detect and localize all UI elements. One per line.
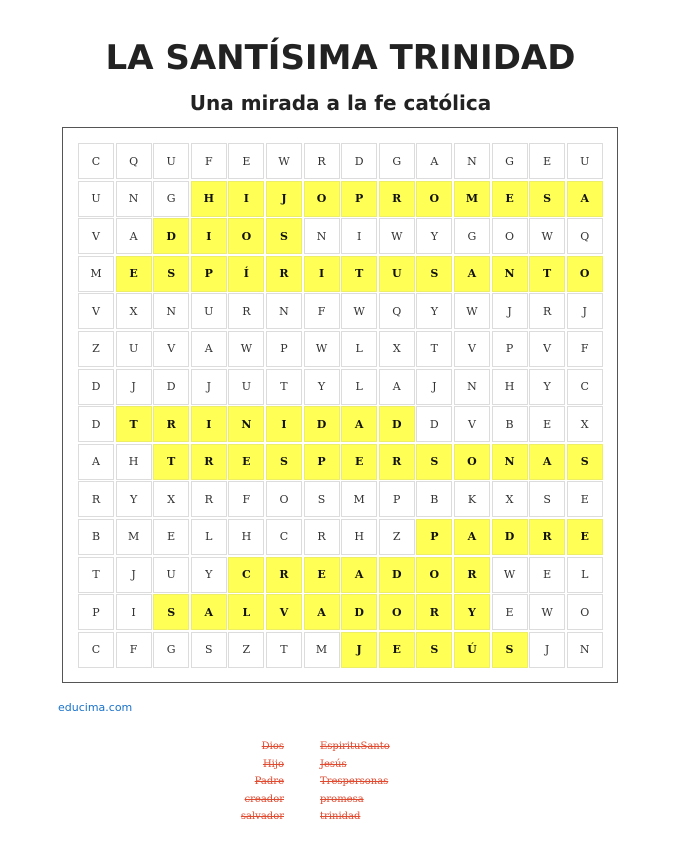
grid-cell[interactable]: V: [78, 218, 114, 254]
grid-cell[interactable]: Z: [78, 331, 114, 367]
grid-cell[interactable]: O: [379, 594, 415, 630]
grid-cell[interactable]: D: [379, 557, 415, 593]
grid-cell[interactable]: W: [529, 218, 565, 254]
grid-cell[interactable]: D: [304, 406, 340, 442]
grid-cell[interactable]: O: [567, 256, 603, 292]
grid-cell[interactable]: X: [153, 481, 189, 517]
grid-cell[interactable]: M: [78, 256, 114, 292]
page-subtitle: Una mirada a la fe católica: [189, 91, 492, 115]
grid-cell[interactable]: J: [567, 293, 603, 329]
grid-cell[interactable]: P: [304, 444, 340, 480]
grid-cell[interactable]: F: [304, 293, 340, 329]
grid-cell[interactable]: H: [492, 369, 528, 405]
grid-cell[interactable]: W: [454, 293, 490, 329]
found-word: Dios: [261, 741, 284, 752]
grid-cell[interactable]: U: [116, 331, 152, 367]
grid-cell[interactable]: G: [379, 143, 415, 179]
grid-cell[interactable]: V: [153, 331, 189, 367]
grid-cell[interactable]: S: [567, 444, 603, 480]
grid-cell[interactable]: W: [228, 331, 264, 367]
grid-cell[interactable]: R: [529, 519, 565, 555]
grid-cell[interactable]: R: [304, 519, 340, 555]
grid-cell[interactable]: I: [116, 594, 152, 630]
grid-cell[interactable]: W: [304, 331, 340, 367]
grid-cell[interactable]: T: [529, 256, 565, 292]
grid-cell[interactable]: W: [341, 293, 377, 329]
grid-cell[interactable]: W: [492, 557, 528, 593]
grid-cell[interactable]: F: [228, 481, 264, 517]
grid-cell[interactable]: G: [454, 218, 490, 254]
grid-cell[interactable]: U: [228, 369, 264, 405]
grid-cell[interactable]: F: [116, 632, 152, 668]
found-word: Jesús: [320, 758, 347, 770]
grid-cell[interactable]: E: [492, 181, 528, 217]
grid-cell[interactable]: J: [191, 369, 227, 405]
grid-cell[interactable]: R: [454, 557, 490, 593]
found-word: promesa: [320, 793, 364, 805]
grid-cell[interactable]: N: [567, 632, 603, 668]
found-word: EspirituSanto: [320, 741, 390, 752]
grid-cell[interactable]: F: [191, 143, 227, 179]
grid-cell[interactable]: Í: [228, 256, 264, 292]
grid-cell[interactable]: A: [529, 444, 565, 480]
grid-cell[interactable]: A: [191, 594, 227, 630]
grid-cell[interactable]: B: [492, 406, 528, 442]
grid-cell[interactable]: D: [379, 406, 415, 442]
grid-cell[interactable]: A: [341, 557, 377, 593]
grid-cell[interactable]: X: [116, 293, 152, 329]
grid-cell[interactable]: A: [379, 369, 415, 405]
grid-cell[interactable]: E: [567, 519, 603, 555]
grid-cell[interactable]: N: [304, 218, 340, 254]
grid-cell[interactable]: D: [416, 406, 452, 442]
grid-cell[interactable]: J: [341, 632, 377, 668]
grid-cell[interactable]: R: [266, 557, 302, 593]
grid-cell[interactable]: T: [341, 256, 377, 292]
grid-cell[interactable]: N: [266, 293, 302, 329]
grid-cell[interactable]: Q: [567, 218, 603, 254]
grid-cell[interactable]: P: [266, 331, 302, 367]
grid-cell[interactable]: E: [116, 256, 152, 292]
found-word: trinidad: [320, 811, 361, 822]
grid-cell[interactable]: N: [492, 256, 528, 292]
grid-cell[interactable]: N: [228, 406, 264, 442]
grid-cell[interactable]: M: [304, 632, 340, 668]
grid-cell[interactable]: A: [78, 444, 114, 480]
grid-cell[interactable]: B: [78, 519, 114, 555]
grid-cell[interactable]: T: [266, 632, 302, 668]
grid-cell[interactable]: S: [266, 444, 302, 480]
grid-cell[interactable]: S: [191, 632, 227, 668]
grid-cell[interactable]: I: [191, 406, 227, 442]
grid-cell[interactable]: Z: [228, 632, 264, 668]
grid-cell[interactable]: L: [191, 519, 227, 555]
grid-cell[interactable]: V: [266, 594, 302, 630]
grid-cell[interactable]: B: [416, 481, 452, 517]
grid-cell[interactable]: R: [153, 406, 189, 442]
grid-cell[interactable]: S: [416, 632, 452, 668]
grid-cell[interactable]: H: [191, 181, 227, 217]
grid-cell[interactable]: H: [341, 519, 377, 555]
grid-cell[interactable]: W: [529, 594, 565, 630]
grid-cell[interactable]: W: [379, 218, 415, 254]
grid-cell[interactable]: U: [78, 181, 114, 217]
grid-cell[interactable]: O: [492, 218, 528, 254]
grid-cell[interactable]: N: [116, 181, 152, 217]
grid-cell[interactable]: W: [266, 143, 302, 179]
grid-cell[interactable]: S: [529, 181, 565, 217]
grid-cell[interactable]: A: [304, 594, 340, 630]
grid-cell[interactable]: A: [116, 218, 152, 254]
grid-cell[interactable]: N: [492, 444, 528, 480]
grid-cell[interactable]: E: [341, 444, 377, 480]
grid-cell[interactable]: N: [454, 369, 490, 405]
grid-cell[interactable]: T: [116, 406, 152, 442]
grid-cell[interactable]: C: [228, 557, 264, 593]
grid-cell[interactable]: E: [304, 557, 340, 593]
grid-cell[interactable]: S: [492, 632, 528, 668]
grid-cell[interactable]: I: [266, 406, 302, 442]
grid-cell[interactable]: X: [492, 481, 528, 517]
grid-cell[interactable]: J: [416, 369, 452, 405]
grid-cell[interactable]: O: [454, 444, 490, 480]
grid-cell[interactable]: Y: [116, 481, 152, 517]
grid-cell[interactable]: M: [116, 519, 152, 555]
grid-cell[interactable]: V: [454, 331, 490, 367]
grid-cell[interactable]: P: [492, 331, 528, 367]
grid-cell[interactable]: O: [228, 218, 264, 254]
grid-cell[interactable]: J: [266, 181, 302, 217]
grid-cell[interactable]: S: [416, 444, 452, 480]
grid-cell[interactable]: L: [228, 594, 264, 630]
site-link[interactable]: educima.com: [58, 701, 133, 714]
grid-cell[interactable]: Y: [304, 369, 340, 405]
grid-cell[interactable]: O: [416, 181, 452, 217]
grid-cell[interactable]: L: [341, 331, 377, 367]
found-word: creador: [244, 793, 284, 805]
grid-cell[interactable]: P: [416, 519, 452, 555]
grid-cell[interactable]: Ú: [454, 632, 490, 668]
grid-cell[interactable]: P: [191, 256, 227, 292]
grid-cell[interactable]: P: [78, 594, 114, 630]
grid-cell[interactable]: H: [116, 444, 152, 480]
grid-cell[interactable]: C: [266, 519, 302, 555]
grid-cell[interactable]: Y: [416, 293, 452, 329]
grid-cell[interactable]: C: [567, 369, 603, 405]
grid-cell[interactable]: O: [567, 594, 603, 630]
grid-cell[interactable]: V: [529, 331, 565, 367]
grid-cell[interactable]: E: [529, 406, 565, 442]
grid-cell[interactable]: V: [78, 293, 114, 329]
grid-cell[interactable]: D: [153, 218, 189, 254]
grid-cell[interactable]: P: [379, 481, 415, 517]
grid-cell[interactable]: D: [492, 519, 528, 555]
grid-cell[interactable]: D: [341, 143, 377, 179]
grid-cell[interactable]: T: [78, 557, 114, 593]
grid-cell[interactable]: I: [228, 181, 264, 217]
grid-cell[interactable]: R: [228, 293, 264, 329]
grid-cell[interactable]: I: [304, 256, 340, 292]
grid-cell[interactable]: O: [304, 181, 340, 217]
found-word: salvador: [240, 811, 284, 822]
found-word: Padre: [254, 776, 284, 787]
grid-cell[interactable]: D: [153, 369, 189, 405]
grid-cell[interactable]: G: [492, 143, 528, 179]
grid-cell[interactable]: Q: [116, 143, 152, 179]
grid-cell[interactable]: D: [341, 594, 377, 630]
grid-cell[interactable]: S: [266, 218, 302, 254]
grid-cell[interactable]: A: [341, 406, 377, 442]
word-search-board: [62, 127, 618, 683]
grid-cell[interactable]: A: [567, 181, 603, 217]
grid-cell[interactable]: P: [341, 181, 377, 217]
grid-cell[interactable]: E: [228, 444, 264, 480]
grid-cell[interactable]: T: [266, 369, 302, 405]
page-title: LA SANTÍSIMA TRINIDAD: [105, 38, 576, 78]
grid-cell[interactable]: H: [228, 519, 264, 555]
grid-cell[interactable]: A: [416, 143, 452, 179]
found-word: Trespersonas: [320, 776, 389, 787]
grid-cell[interactable]: I: [191, 218, 227, 254]
grid-cell[interactable]: S: [529, 481, 565, 517]
grid-cell[interactable]: X: [567, 406, 603, 442]
grid-cell[interactable]: R: [379, 444, 415, 480]
grid-cell[interactable]: G: [153, 632, 189, 668]
grid-cell[interactable]: O: [266, 481, 302, 517]
grid-cell[interactable]: E: [529, 143, 565, 179]
grid-cell[interactable]: O: [416, 557, 452, 593]
grid-cell[interactable]: L: [341, 369, 377, 405]
grid-cell[interactable]: F: [567, 331, 603, 367]
grid-cell[interactable]: Y: [416, 218, 452, 254]
grid-cell[interactable]: R: [304, 143, 340, 179]
grid-cell[interactable]: A: [454, 519, 490, 555]
grid-cell[interactable]: M: [341, 481, 377, 517]
grid-cell[interactable]: M: [454, 181, 490, 217]
grid-cell[interactable]: E: [492, 594, 528, 630]
grid-cell[interactable]: C: [78, 143, 114, 179]
grid-cell[interactable]: I: [341, 218, 377, 254]
grid-cell[interactable]: E: [379, 632, 415, 668]
grid-cell[interactable]: V: [454, 406, 490, 442]
grid-cell[interactable]: R: [416, 594, 452, 630]
grid-cell[interactable]: Y: [529, 369, 565, 405]
grid-cell[interactable]: T: [416, 331, 452, 367]
grid-cell[interactable]: U: [567, 143, 603, 179]
grid-cell[interactable]: S: [304, 481, 340, 517]
grid-cell[interactable]: U: [153, 557, 189, 593]
grid-cell[interactable]: U: [379, 256, 415, 292]
grid-cell[interactable]: E: [153, 519, 189, 555]
grid-cell[interactable]: J: [116, 557, 152, 593]
grid-cell[interactable]: D: [78, 406, 114, 442]
grid-cell[interactable]: C: [78, 632, 114, 668]
grid-cell[interactable]: G: [153, 181, 189, 217]
grid-cell[interactable]: J: [529, 632, 565, 668]
grid-cell[interactable]: R: [266, 256, 302, 292]
grid-cell[interactable]: T: [153, 444, 189, 480]
grid-cell[interactable]: R: [191, 481, 227, 517]
grid-cell[interactable]: Q: [379, 293, 415, 329]
grid-cell[interactable]: R: [78, 481, 114, 517]
grid-cell[interactable]: A: [454, 256, 490, 292]
grid-cell[interactable]: N: [454, 143, 490, 179]
grid-cell[interactable]: E: [567, 481, 603, 517]
grid-cell[interactable]: J: [116, 369, 152, 405]
grid-cell[interactable]: U: [191, 293, 227, 329]
grid-cell[interactable]: J: [492, 293, 528, 329]
grid-cell[interactable]: L: [567, 557, 603, 593]
found-word: Hijo: [262, 758, 284, 770]
grid-cell[interactable]: K: [454, 481, 490, 517]
grid-cell[interactable]: E: [228, 143, 264, 179]
grid-cell[interactable]: S: [153, 256, 189, 292]
grid-cell[interactable]: E: [529, 557, 565, 593]
grid-cell[interactable]: U: [153, 143, 189, 179]
grid-cell[interactable]: A: [191, 331, 227, 367]
grid-cell[interactable]: R: [379, 181, 415, 217]
grid-cell[interactable]: N: [153, 293, 189, 329]
grid-cell[interactable]: D: [78, 369, 114, 405]
grid-cell[interactable]: S: [153, 594, 189, 630]
letter-grid: [78, 143, 603, 668]
word-list: [180, 740, 500, 824]
grid-cell[interactable]: Y: [454, 594, 490, 630]
grid-cell[interactable]: R: [529, 293, 565, 329]
grid-cell[interactable]: X: [379, 331, 415, 367]
grid-cell[interactable]: Y: [191, 557, 227, 593]
grid-cell[interactable]: R: [191, 444, 227, 480]
grid-cell[interactable]: Z: [379, 519, 415, 555]
grid-cell[interactable]: S: [416, 256, 452, 292]
